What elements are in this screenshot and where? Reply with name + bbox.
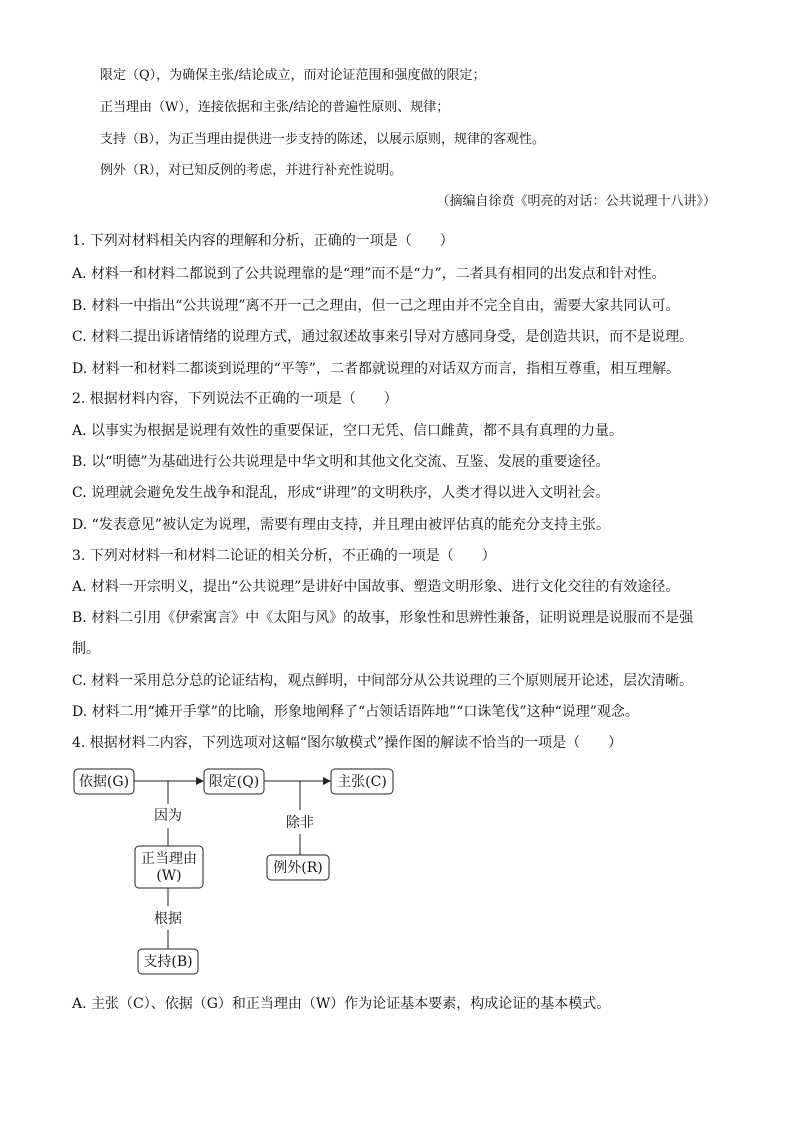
- question-1-stem: 1. 下列对材料相关内容的理解和分析，正确的一项是（ ）: [72, 233, 454, 249]
- material-line-warrant: 正当理由（W），连接依据和主张/结论的普遍性原则、规律；: [100, 100, 450, 115]
- question-4-option-a: A. 主张（C）、依据（G）和正当理由（W）作为论证基本要素，构成论证的基本模式。: [72, 996, 611, 1012]
- question-1-option-d: D. 材料一和材料二都谈到说理的“平等”，二者都就说理的对话双方而言，指相互尊重，相互理解。: [72, 361, 680, 377]
- question-2-option-b: B. 以“明德”为基础进行公共说理是中华文明和其他文化交流、互鉴、发展的重要途径。: [72, 454, 610, 470]
- question-3-option-b: B. 材料二引用《伊索寓言》中《太阳与风》的故事，形象性和思辨性兼备，证明说理是说服而不是强: [72, 610, 694, 626]
- unless-label: 除非: [286, 815, 314, 831]
- question-1-option-c: C. 材料二提出诉诸情绪的说理方式，通过叙述故事来引导对方感同身受，是创造共识，而不是说理。: [72, 329, 694, 345]
- because-label: 因为: [154, 808, 182, 824]
- question-2-stem: 2. 根据材料内容，下列说法不正确的一项是（ ）: [72, 391, 398, 407]
- material-line-backing: 支持（B），为正当理由提供进一步支持的陈述，以展示原则，规律的客观性。: [100, 132, 546, 147]
- question-1-option-b: B. 材料一中指出“公共说理”离不开一己之理由，但一己之理由并不完全自由，需要大家共同认可。: [72, 298, 680, 314]
- question-3-option-b-continued: 制。: [72, 641, 100, 657]
- question-4-stem: 4. 根据材料二内容，下列选项对这幅“图尔敏模式”操作图的解读不恰当的一项是（ ）: [72, 735, 623, 751]
- question-3-stem: 3. 下列对材料一和材料二论证的相关分析，不正确的一项是（ ）: [72, 548, 496, 564]
- qualifier-label: 限定(Q): [208, 774, 260, 790]
- question-3-option-c: C. 材料一采用总分总的论证结构，观点鲜明，中间部分从公共说理的三个原则展开论述，层次清晰。: [72, 673, 694, 689]
- claim-label: 主张(C): [337, 774, 387, 790]
- question-3-option-d: D. 材料二用“摊开手掌”的比喻，形象地阐释了“占领话语阵地”“口诛笔伐”这种“说理”观念。: [72, 704, 639, 720]
- grounds-label: 依据(G): [78, 774, 130, 790]
- source-citation: （摘编自徐贲《明亮的对话：公共说理十八讲》）: [436, 194, 716, 209]
- material-line-qualifier: 限定（Q），为确保主张/结论成立，而对论证范围和强度做的限定；: [100, 68, 486, 83]
- toulmin-diagram: [60, 760, 420, 985]
- based-on-label: 根据: [154, 911, 182, 927]
- question-3-option-a: A. 材料一开宗明义，提出“公共说理”是讲好中国故事、塑造文明形象、进行文化交往的有效途径。: [72, 579, 680, 595]
- question-2-option-c: C. 说理就会避免发生战争和混乱，形成“讲理”的文明秩序，人类才得以进入文明社会。: [72, 485, 610, 501]
- rebuttal-label: 例外(R): [273, 860, 323, 876]
- arrowhead-qualifier: [196, 777, 204, 785]
- warrant-label-line1: 正当理由: [141, 851, 197, 867]
- question-1-option-a: A. 材料一和材料二都说到了公共说理靠的是“理”而不是“力”，二者具有相同的出发点和针对性。: [72, 266, 666, 282]
- arrowhead-claim: [323, 777, 331, 785]
- backing-label: 支持(B): [143, 954, 193, 970]
- question-2-option-a: A. 以事实为根据是说理有效性的重要保证，空口无凭、信口雌黄，都不具有真理的力量。: [72, 423, 624, 439]
- question-2-option-d: D. “发表意见”被认定为说理，需要有理由支持，并且理由被评估真的能充分支持主张。: [72, 517, 610, 533]
- material-line-rebuttal: 例外（R），对已知反例的考虑，并进行补充性说明。: [100, 163, 403, 178]
- warrant-label-line2: (W): [156, 868, 182, 884]
